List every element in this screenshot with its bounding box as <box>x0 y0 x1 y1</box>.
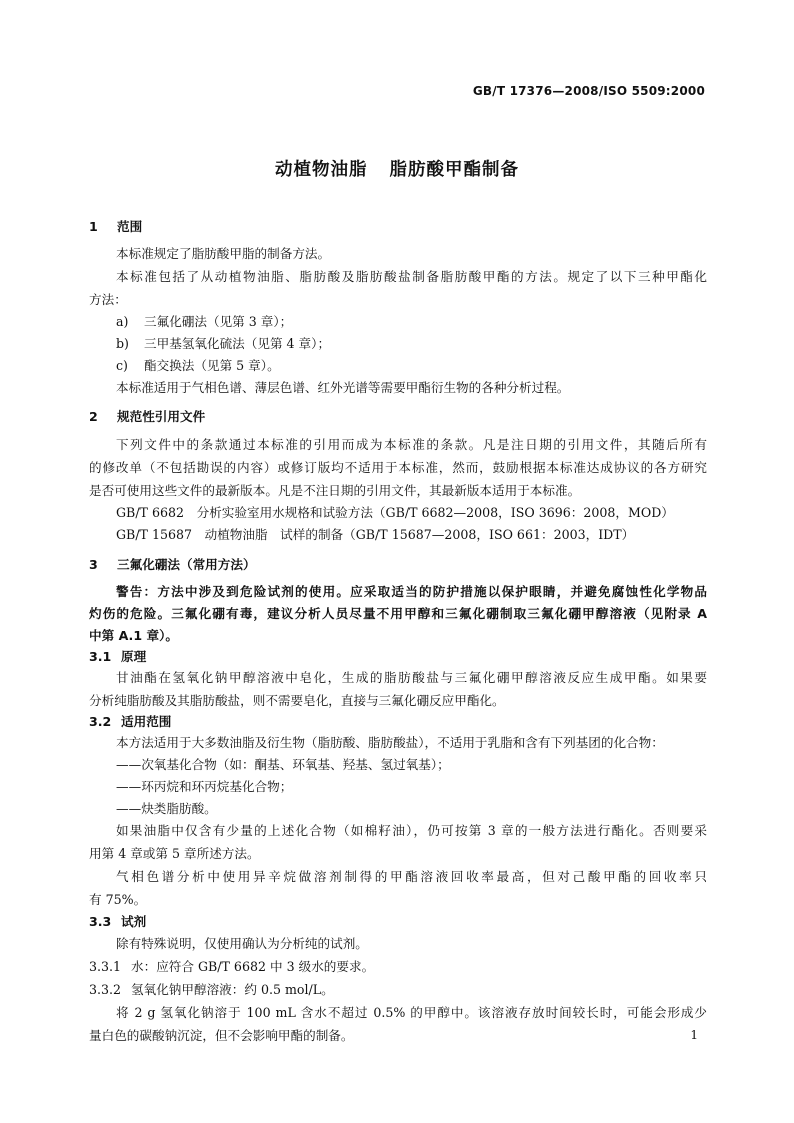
title-left: 动植物油脂 <box>275 160 368 180</box>
s1-paragraph-2b: 方法： <box>89 292 127 307</box>
page-title <box>0 156 794 181</box>
page-number: 1 <box>690 1028 698 1042</box>
list-item: b) 三甲基氢氧化硫法（见第 4 章）； <box>116 336 331 351</box>
s32-paragraph-3b: 有 75%。 <box>89 892 147 907</box>
s32-paragraph-1: 本方法适用于大多数油脂及衍生物（脂肪酸、脂肪酸盐），不适用于乳脂和含有下列基团的化合物： <box>116 735 664 750</box>
clause-3-3-2: 3.3.2 氢氧化钠甲醇溶液：约 0.5 mol/L。 <box>89 982 334 997</box>
s31-paragraph-a: 甘油酯在氢氧化钠甲醇溶液中皂化，生成的脂肪酸盐与三氟化硼甲醇溶液反应生成甲酯。如果要 <box>116 670 707 685</box>
s32-paragraph-2a: 如果油脂中仅含有少量的上述化合物（如棉籽油），仍可按第 3 章的一般方法进行酯化。否则要采 <box>116 823 707 838</box>
s31-paragraph-b: 分析纯脂肪酸及其脂肪酸盐，则不需要皂化，直接与三氟化硼反应甲酯化。 <box>89 693 505 708</box>
section-1-heading: 1 范围 <box>89 219 143 234</box>
s33-paragraph-2a: 将 2 g 氢氧化钠溶于 100 mL 含水不超过 0.5% 的甲醇中。该溶液存放时间较长时，可能会形成少 <box>116 1005 707 1020</box>
s33-paragraph-2b: 量白色的碳酸钠沉淀，但不会影响甲酯的制备。 <box>89 1028 354 1043</box>
reference-gbt6682: GB/T 6682 分析实验室用水规格和试验方法（GB/T 6682—2008，ISO 3696：2008，MOD） <box>116 505 674 520</box>
s32-paragraph-2b: 用第 4 章或第 5 章所述方法。 <box>89 846 260 861</box>
s2-paragraph-1c: 是否可使用这些文件的最新版本。凡是不注日期的引用文件，其最新版本适用于本标准。 <box>89 483 581 498</box>
section-3-heading: 3 三氟化硼法（常用方法） <box>89 557 256 572</box>
dash-item: ——炔类脂肪酸。 <box>116 801 217 816</box>
s2-paragraph-1a: 下列文件中的条款通过本标准的引用而成为本标准的条款。凡是注日期的引用文件，其随后所有 <box>116 437 707 452</box>
s1-paragraph-1: 本标准规定了脂肪酸甲脂的制备方法。 <box>116 246 331 261</box>
standard-code: GB/T 17376—2008/ISO 5509:2000 <box>472 84 705 98</box>
dash-item: ——次氧基化合物（如：酮基、环氧基、羟基、氢过氧基）； <box>116 757 450 772</box>
list-item: c) 酯交换法（见第 5 章）。 <box>116 358 280 373</box>
section-3-3-heading: 3.3 试剂 <box>89 914 147 929</box>
clause-3-3-1: 3.3.1 水：应符合 GB/T 6682 中 3 级水的要求。 <box>89 959 375 974</box>
s2-paragraph-1b: 的修改单（不包括勘误的内容）或修订版均不适用于本标准，然而，鼓励根据本标准达成协议的各方研究 <box>89 460 707 475</box>
warning-line-1: 警告：方法中涉及到危险试剂的使用。应采取适当的防护措施以保护眼睛，并避免腐蚀性化学物品 <box>116 584 707 599</box>
section-3-2-heading: 3.2 适用范围 <box>89 714 172 729</box>
dash-item: ——环丙烷和环丙烷基化合物； <box>116 779 293 794</box>
warning-line-2: 灼伤的危险。三氟化硼有毒，建议分析人员尽量不用甲醇和三氟化硼制取三氟化硼甲醇溶液（见附录 A <box>89 606 707 621</box>
title-right: 脂肪酸甲酯制备 <box>389 160 519 180</box>
warning-line-3: 中第 A.1 章）。 <box>89 628 178 643</box>
list-item: a) 三氟化硼法（见第 3 章）； <box>116 314 293 329</box>
s33-paragraph-1: 除有特殊说明，仅使用确认为分析纯的试剂。 <box>116 936 368 951</box>
s32-paragraph-3a: 气相色谱分析中使用异辛烷做溶剂制得的甲酯溶液回收率最高，但对己酸甲酯的回收率只 <box>116 869 707 884</box>
section-3-1-heading: 3.1 原理 <box>89 649 147 664</box>
s1-paragraph-3: 本标准适用于气相色谱、薄层色谱、红外光谱等需要甲酯衍生物的各种分析过程。 <box>116 380 570 395</box>
section-2-heading: 2 规范性引用文件 <box>89 409 206 424</box>
reference-gbt15687: GB/T 15687 动植物油脂 试样的制备（GB/T 15687—2008，ISO 661：2003，IDT） <box>116 527 635 542</box>
s1-paragraph-2a: 本标准包括了从动植物油脂、脂肪酸及脂肪酸盐制备脂肪酸甲酯的方法。规定了以下三种甲酯化 <box>116 269 707 284</box>
